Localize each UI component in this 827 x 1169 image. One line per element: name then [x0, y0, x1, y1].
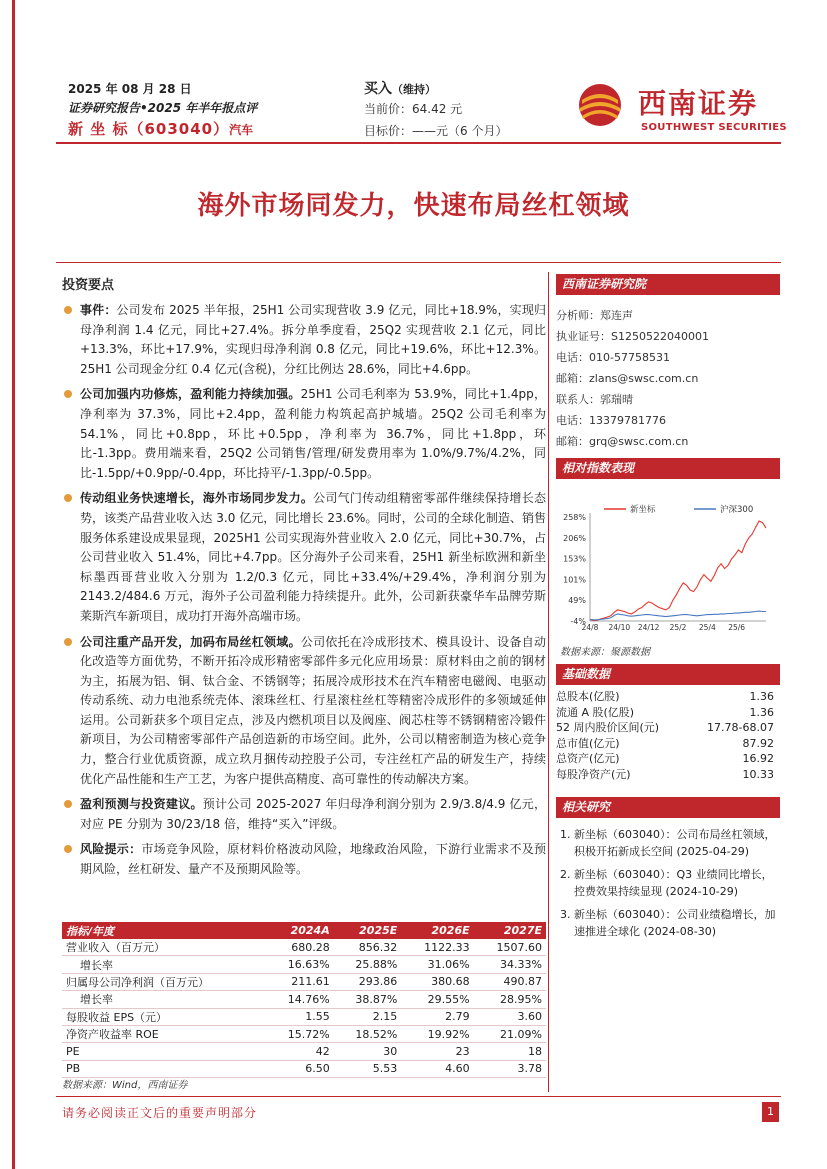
table-cell: 293.86	[334, 973, 402, 990]
highlight-paragraph	[62, 795, 546, 834]
paragraph-lead: 传动组业务快速增长，海外市场同步发力。	[80, 491, 314, 506]
highlight-paragraph	[62, 840, 546, 879]
paragraph-text: 市场竞争风险，原材料价格波动风险，地缘政治风险，下游行业需求不及预期风险，丝杠研发、量产不及预期风险等。	[80, 842, 546, 877]
bullet-icon	[64, 494, 72, 502]
contact-name: 联系人：郭瑞晴	[556, 393, 633, 406]
table-source: 数据来源：Wind，西南证券	[62, 1080, 188, 1091]
table-row-label: 归属母公司净利润（百万元）	[62, 973, 266, 990]
x-tick-label: 24/8	[581, 623, 599, 632]
table-header-cell: 指标/年度	[62, 922, 266, 939]
paragraph-text: 25H1 公司毛利率为 53.9%，同比+1.4pp，净利率为 37.3%，同比+2.4pp，盈利能力构筑起高护城墙。25Q2 公司毛利率为 54.1%，同比+0.8pp，环比+0.5pp，净利率为 36.7%，同比+1.8pp，环比-1.3pp。费用端来看，25Q2 公司销售/管理/研发费用率为 1.0%/9.7%/4.2%，同比-1.5pp/+0.9pp/-0.4pp，环比持平/-1.3pp/-0.5pp。	[80, 387, 546, 480]
fundamentals-label: 总资产(亿元)	[556, 752, 620, 765]
institute-heading: 西南证券研究院	[556, 274, 780, 295]
report-date: 2025 年 08 月 28 日	[68, 82, 192, 96]
table-cell: 19.92%	[401, 1025, 473, 1042]
series-line	[590, 521, 766, 621]
table-cell: 29.55%	[401, 991, 473, 1008]
table-cell: 16.63%	[266, 956, 334, 973]
table-cell: 38.87%	[334, 991, 402, 1008]
forecast-table	[62, 922, 546, 1078]
x-tick-label: 25/4	[698, 623, 716, 632]
x-tick-label: 24/10	[608, 623, 631, 632]
related-report-item[interactable]	[556, 826, 780, 860]
relative-performance-chart	[556, 479, 780, 631]
related-report-number: 1.	[560, 828, 571, 841]
table-row	[62, 1043, 546, 1060]
contact-email[interactable]: 邮箱：grq@swsc.com.cn	[556, 435, 689, 448]
table-row-label: 增长率	[62, 991, 266, 1008]
table-row-label: PB	[62, 1060, 266, 1077]
related-report-number: 2.	[560, 868, 571, 881]
table-cell: 2.79	[401, 1008, 473, 1025]
table-row	[62, 956, 546, 973]
y-tick-label: 49%	[568, 596, 586, 606]
table-cell: 6.50	[266, 1060, 334, 1077]
y-tick-label: 206%	[563, 533, 586, 543]
related-report-item[interactable]	[556, 906, 780, 940]
table-header-cell: 2027E	[474, 922, 546, 939]
table-cell: 3.60	[474, 1008, 546, 1025]
sidebar-analyst	[556, 274, 780, 452]
related-report-number: 3.	[560, 908, 571, 921]
header-divider	[56, 142, 781, 144]
fundamentals-value: 16.92	[742, 752, 774, 765]
related-report-item[interactable]	[556, 866, 780, 900]
left-accent-bar	[12, 0, 15, 1169]
bullet-icon	[64, 845, 72, 853]
footer-disclaimer: 请务必阅读正文后的重要声明部分	[62, 1106, 258, 1120]
report-type: 证券研究报告•2025 年半年报点评	[68, 101, 258, 115]
table-cell: 1122.33	[401, 939, 473, 956]
y-tick-label: 153%	[563, 554, 586, 564]
series-line	[590, 611, 766, 620]
fundamentals-heading: 基础数据	[556, 664, 780, 685]
analyst-email[interactable]: 邮箱：zlans@swsc.com.cn	[556, 372, 699, 385]
highlight-paragraph	[62, 633, 546, 790]
target-price: 目标价：——元（6 个月）	[364, 124, 508, 138]
related-report-text: 新坐标（603040）：Q3 业绩同比增长，控费效果持续显现 (2024-10-29)	[574, 868, 773, 898]
table-cell: 28.95%	[474, 991, 546, 1008]
table-cell: 42	[266, 1043, 334, 1060]
table-row-label: 增长率	[62, 956, 266, 973]
paragraph-text: 预计公司 2025-2027 年归母净利润分别为 2.9/3.8/4.9 亿元，对应 PE 分别为 30/23/18 倍，维持“买入”评级。	[80, 797, 546, 831]
table-row-label: PE	[62, 1043, 266, 1060]
sidebar-performance	[556, 458, 780, 658]
contact-phone: 电话：13379781776	[556, 414, 666, 427]
footer-divider	[56, 1096, 781, 1097]
report-title: 海外市场同发力，快速布局丝杠领域	[197, 191, 630, 221]
fundamentals-label: 每股净资产(元)	[556, 767, 631, 781]
related-list	[556, 826, 780, 940]
logo-text-en: SOUTHWEST SECURITIES	[641, 122, 787, 133]
fundamentals-row	[556, 767, 780, 783]
table-cell: 2.15	[334, 1008, 402, 1025]
table-cell: 21.09%	[474, 1025, 546, 1042]
table-cell: 34.33%	[474, 956, 546, 973]
table-cell: 1.55	[266, 1008, 334, 1025]
table-cell: 211.61	[266, 973, 334, 990]
section-heading: 投资要点	[62, 278, 115, 293]
table-cell: 23	[401, 1043, 473, 1060]
table-row	[62, 991, 546, 1008]
industry-label: 汽车	[229, 123, 254, 137]
rating-note: （维持）	[392, 83, 436, 96]
x-tick-label: 25/2	[669, 623, 687, 632]
fundamentals-value: 17.78-68.07	[707, 721, 774, 734]
table-row-label: 净资产收益率 ROE	[62, 1025, 266, 1042]
table-cell: 30	[334, 1043, 402, 1060]
fundamentals-label: 52 周内股价区间(元)	[556, 721, 660, 734]
highlight-paragraph	[62, 301, 546, 379]
performance-heading: 相对指数表现	[556, 458, 780, 479]
rating-label: 买入	[364, 81, 392, 97]
bullet-icon	[64, 390, 72, 398]
paragraph-text: 公司气门传动组精密零部件继续保持增长态势，该类产品营业收入达 3.0 亿元，同比增长 23.6%。同时，公司的全球化制造、销售服务体系建设成果显现，2025H1 公司实现海外营业收入 2.0 亿元，同比+30.7%，占公司营业收入 51.4%，同比+4.7pp。区分海外子公司来看，25H1 新坐标欧洲和新坐标墨西哥营业收入分别为 1.2/0.3 亿元，同比+33.4%/+29.4%，净利润分别为 2143.2/484.6 万元，海外子公司盈利能力持续提升。此外，公司新获豪华车品牌劳斯莱斯汽车新项目，成功打开海外高端市场。	[80, 491, 546, 623]
fundamentals-label: 总股本(亿股)	[556, 690, 620, 703]
company-name-text: 新 坐 标（603040）	[68, 120, 230, 138]
related-report-text: 新坐标（603040）：公司布局丝杠领域，积极开拓新成长空间 (2025-04-29)	[574, 828, 776, 858]
table-cell: 5.53	[334, 1060, 402, 1077]
bullet-icon	[64, 800, 72, 808]
table-cell: 15.72%	[266, 1025, 334, 1042]
table-cell: 18	[474, 1043, 546, 1060]
title-divider	[56, 262, 781, 263]
analyst-phone: 电话：010-57758531	[556, 351, 670, 364]
y-tick-label: 101%	[563, 575, 586, 585]
fundamentals-row	[556, 720, 780, 736]
y-tick-label: -4%	[570, 617, 586, 626]
fundamentals-row	[556, 705, 780, 721]
table-cell: 4.60	[401, 1060, 473, 1077]
table-cell: 1507.60	[474, 939, 546, 956]
fundamentals-list	[556, 689, 780, 782]
y-tick-label: 258%	[563, 513, 586, 522]
paragraph-lead: 公司加强内功修炼，盈利能力持续加强。	[80, 387, 301, 402]
paragraph-lead: 盈利预测与投资建议。	[80, 797, 203, 812]
fundamentals-label: 总市值(亿元)	[556, 736, 620, 750]
paragraph-list	[62, 301, 546, 880]
paragraph-text: 公司依托在冷成形技术、模具设计、设备自动化改造等方面优势，不断开拓冷成形精密零部件多元化应用场景：原材料由之前的钢材为主，拓展为铝、铜、钛合金、不锈钢等；拓展冷成形技术在汽车精密电磁阀、电驱动传动系统、动力电池系统壳体、滚珠丝杠、行星滚柱丝杠等精密冷成形件的多领域延伸运用。公司新获多个项目定点，涉及内燃机项目以及阀座、阀芯柱等不锈钢精密冷锻件新项目，为公司精密零部件产品创造新的市场空间。此外，公司以精密制造为核心竞争力，整合行业优质资源，成立玖月捆传动控股子公司，专注丝杠产品的研发生产，持续优化产品性能和生产工艺，为客户提供高精度、高可靠性的传动解决方案。	[80, 634, 546, 786]
table-row-label: 每股收益 EPS（元）	[62, 1008, 266, 1025]
table-row-label: 营业收入（百万元）	[62, 939, 266, 956]
sidebar-fundamentals	[556, 664, 780, 782]
table-cell: 680.28	[266, 939, 334, 956]
table-cell: 490.87	[474, 973, 546, 990]
table-row	[62, 1025, 546, 1042]
paragraph-lead: 事件：	[80, 303, 117, 317]
fundamentals-value: 1.36	[749, 705, 774, 719]
paragraph-lead: 公司注重产品开发，加码布局丝杠领域。	[80, 634, 301, 649]
table-cell: 18.52%	[334, 1025, 402, 1042]
column-divider	[548, 272, 549, 1092]
fundamentals-value: 87.92	[742, 736, 774, 750]
table-row	[62, 939, 546, 956]
bullet-icon	[64, 638, 72, 646]
legend-label: 沪深300	[720, 505, 754, 515]
sidebar-related	[556, 797, 780, 946]
fundamentals-value: 1.36	[749, 690, 774, 703]
fundamentals-row	[556, 689, 780, 705]
logo-sun-icon	[570, 78, 630, 128]
logo-text-cn: 西南证券	[638, 87, 759, 120]
table-cell: 380.68	[401, 973, 473, 990]
paragraph-text: 公司发布 2025 半年报，25H1 公司实现营收 3.9 亿元，同比+18.9%，实现归母净利润 1.4 亿元，同比+27.4%。拆分单季度看，25Q2 实现营收 2.1 亿元，同比+13.3%，环比+17.9%，实现归母净利润 0.8 亿元，同比+19.6%，环比+12.3%。25H1 公司现金分红 0.4 亿元(含税)，分红比例达 28.6%，同比+4.6pp。	[80, 303, 546, 376]
investment-highlights	[62, 274, 546, 886]
table-cell: 25.88%	[334, 956, 402, 973]
highlight-paragraph	[62, 489, 546, 626]
table-header-row	[62, 922, 546, 939]
table-cell: 3.78	[474, 1060, 546, 1077]
fundamentals-row	[556, 736, 780, 752]
x-tick-label: 24/12	[637, 623, 660, 632]
highlight-paragraph	[62, 385, 546, 483]
table-header-cell: 2025E	[334, 922, 402, 939]
x-tick-label: 25/6	[728, 623, 746, 632]
analyst-name: 分析师：郑连声	[556, 309, 633, 322]
table-body	[62, 939, 546, 1078]
fundamentals-row	[556, 751, 780, 767]
fundamentals-value: 10.33	[742, 767, 774, 781]
current-price: 当前价：64.42 元	[364, 102, 463, 116]
related-heading: 相关研究	[556, 797, 780, 818]
legend-label: 新坐标	[630, 505, 656, 515]
paragraph-lead: 风险提示：	[80, 842, 142, 857]
table-cell: 856.32	[334, 939, 402, 956]
bullet-icon	[64, 306, 72, 314]
table-header-cell: 2024A	[266, 922, 334, 939]
fundamentals-label: 流通 A 股(亿股)	[556, 705, 635, 719]
chart-source: 数据来源：聚源数据	[560, 647, 650, 658]
analyst-cert: 执业证号：S1250522040001	[556, 330, 709, 343]
rating	[364, 78, 436, 98]
table-header-cell: 2026E	[401, 922, 473, 939]
table-row	[62, 1008, 546, 1025]
table-row	[62, 973, 546, 990]
table-cell: 14.76%	[266, 991, 334, 1008]
company-name	[68, 118, 253, 139]
related-report-text: 新坐标（603040）：公司业绩稳增长，加速推进全球化 (2024-08-30)	[574, 908, 776, 938]
page-number: 1	[762, 1102, 779, 1122]
table-cell: 31.06%	[401, 956, 473, 973]
